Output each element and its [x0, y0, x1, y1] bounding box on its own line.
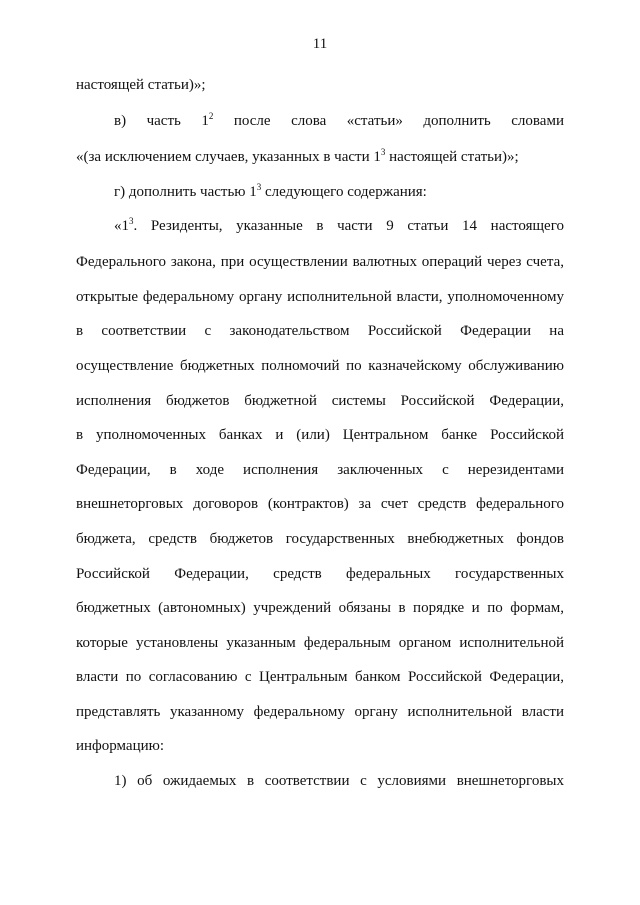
superscript: 3 — [256, 182, 262, 192]
text-line: бюджетных (автономных) учреждений обязаны в порядке и по формам, — [76, 600, 564, 616]
page-number: 11 — [312, 36, 328, 52]
text-line: бюджета, средств бюджетов государственных внебюджетных фондов — [76, 531, 564, 547]
text-line: внешнеторговых договоров (контрактов) за счет средств федерального — [76, 496, 564, 512]
text-line: в уполномоченных банках и (или) Центральном банке Российской — [76, 427, 564, 443]
superscript: 3 — [129, 216, 134, 226]
text-line: г) дополнить частью $1^3$ следующего содержания: — [114, 182, 427, 200]
text-line: власти по согласованию с Центральным банком Российской Федерации, — [76, 669, 564, 685]
text-line: в соответствии с законодательством Российской Федерации на — [76, 323, 564, 339]
text-line: открытые федеральному органу исполнительной власти, уполномоченному — [76, 289, 564, 305]
text-line: настоящей статьи)»; — [76, 77, 206, 93]
text-line: которые установлены указанным федеральным органом исполнительной — [76, 635, 564, 651]
text-line: в) часть $1^2$ после слова «статьи» дополнить словами — [114, 111, 564, 129]
text-line: исполнения бюджетов бюджетной системы Российской Федерации, — [76, 393, 564, 409]
text-line: Федерального закона, при осуществлении валютных операций через счета, — [76, 254, 564, 270]
text-line: информацию: — [76, 738, 165, 754]
text-line: осуществление бюджетных полномочий по казначейскому обслуживанию — [76, 358, 564, 374]
text-line: 1) об ожидаемых в соответствии с условиями внешнеторговых — [114, 773, 564, 789]
superscript: 3 — [380, 147, 386, 157]
text-line: Федерации, в ходе исполнения заключенных с нерезидентами — [76, 462, 564, 478]
text-line: «(за исключением случаев, указанных в части $1^3$ настоящей статьи)»; — [76, 147, 519, 165]
text-line: представлять указанному федеральному органу исполнительной власти — [76, 704, 564, 720]
superscript: 2 — [208, 111, 214, 121]
text-line: Российской Федерации, средств федеральных государственных — [76, 566, 564, 582]
text-line: «$1^3$. Резиденты, указанные в части 9 статьи 14 настоящего — [114, 216, 564, 234]
